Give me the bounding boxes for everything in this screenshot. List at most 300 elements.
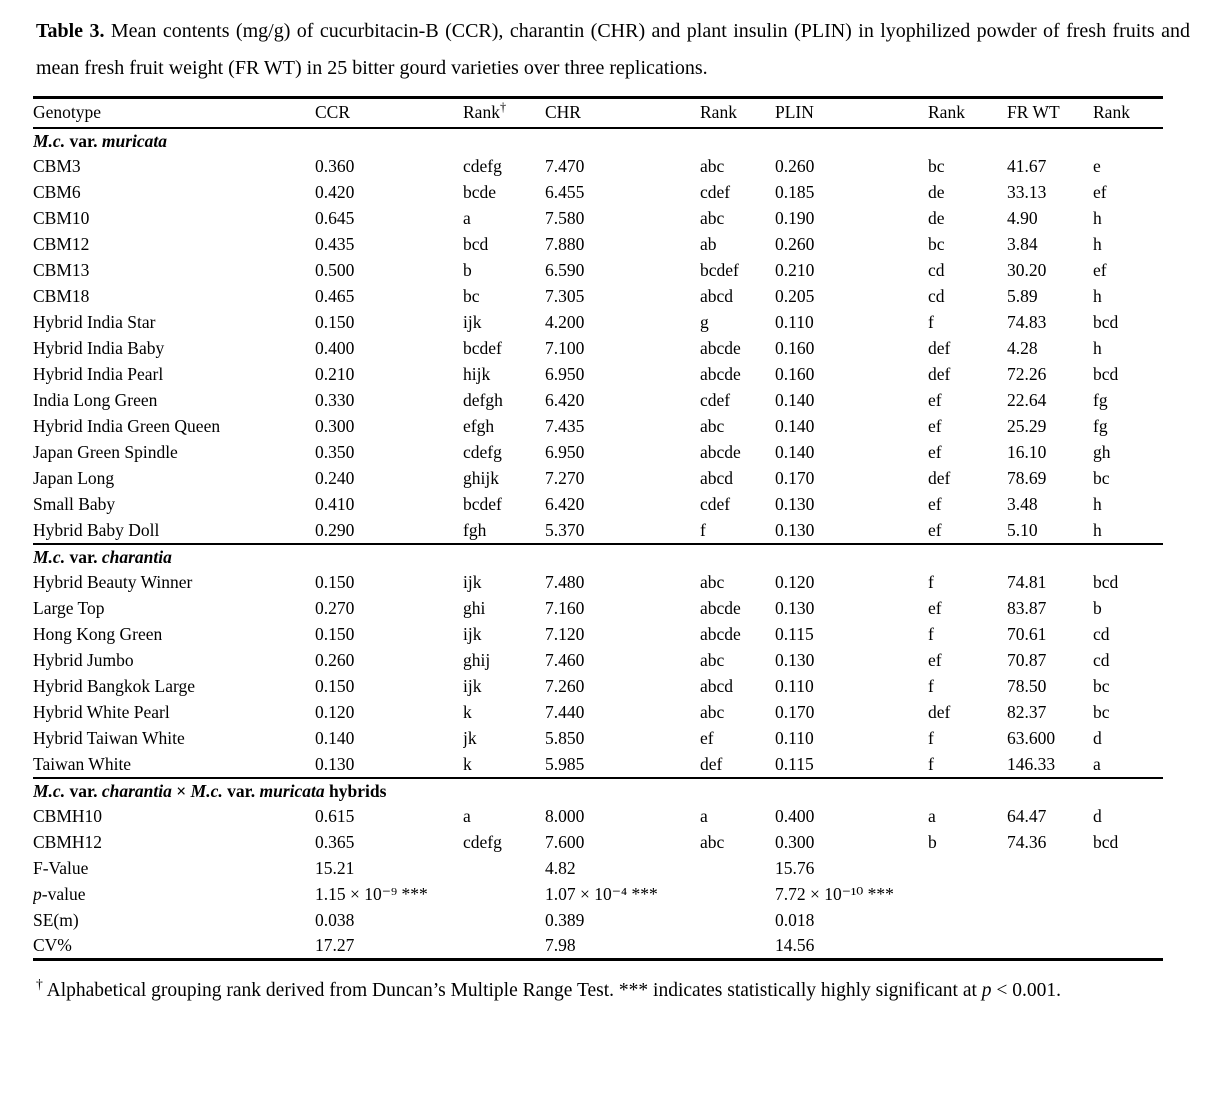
value-cell: 5.10 bbox=[1007, 519, 1038, 540]
stats-value-cell: 4.82 bbox=[545, 858, 576, 878]
genotype-cell: Hong Kong Green bbox=[33, 624, 163, 644]
italic-text: M.c. bbox=[33, 130, 66, 151]
value-cell: 7.270 bbox=[545, 468, 585, 488]
value-cell: 25.29 bbox=[1007, 416, 1047, 436]
value-cell: 5.89 bbox=[1007, 286, 1038, 306]
section-heading-row bbox=[33, 778, 1163, 804]
value-cell: 0.360 bbox=[315, 156, 355, 176]
italic-text: muricata bbox=[259, 780, 325, 801]
stats-value-cell: 7.72 × 10⁻¹⁰ *** bbox=[775, 884, 894, 904]
value-cell: f bbox=[928, 572, 934, 592]
value-cell: 0.290 bbox=[315, 519, 355, 540]
value-cell: 0.400 bbox=[315, 338, 355, 358]
value-cell: 0.150 bbox=[315, 676, 355, 696]
value-cell: b bbox=[1093, 598, 1102, 618]
italic-text: M.c. bbox=[190, 780, 223, 801]
value-cell: ef bbox=[700, 728, 714, 748]
value-cell: 0.170 bbox=[775, 702, 815, 722]
value-cell: bc bbox=[1093, 468, 1110, 488]
column-header-fr-wt-7 bbox=[1007, 98, 1093, 128]
column-header-rank-4 bbox=[700, 98, 775, 128]
value-cell: 63.600 bbox=[1007, 728, 1056, 748]
value-cell: d bbox=[1093, 806, 1102, 826]
value-cell: 4.90 bbox=[1007, 208, 1038, 228]
value-cell: abcde bbox=[700, 338, 741, 358]
genotype-cell: CBM13 bbox=[33, 260, 90, 280]
stats-label-cell bbox=[33, 882, 315, 908]
value-cell: 0.500 bbox=[315, 260, 355, 280]
table-row bbox=[33, 570, 1163, 596]
value-cell: ef bbox=[1093, 182, 1107, 202]
value-cell: 0.140 bbox=[775, 416, 815, 436]
header-row bbox=[33, 98, 1163, 128]
value-cell: 7.470 bbox=[545, 156, 585, 176]
value-cell: f bbox=[700, 519, 706, 540]
table-caption bbox=[36, 13, 1190, 87]
value-cell: cdefg bbox=[463, 832, 502, 852]
value-cell: bcd bbox=[1093, 832, 1119, 852]
table-row bbox=[33, 674, 1163, 700]
table-row bbox=[33, 258, 1163, 284]
value-cell: 3.48 bbox=[1007, 494, 1038, 514]
stats-value-cell: 17.27 bbox=[315, 935, 355, 956]
value-cell: abcde bbox=[700, 624, 741, 644]
value-cell: efgh bbox=[463, 416, 495, 436]
value-cell: a bbox=[463, 806, 471, 826]
value-cell: 7.480 bbox=[545, 572, 585, 592]
value-cell: jk bbox=[463, 728, 477, 748]
value-cell: ijk bbox=[463, 572, 482, 592]
column-header-label: Genotype bbox=[33, 102, 102, 123]
value-cell: a bbox=[463, 208, 471, 228]
column-header-label: Rank bbox=[928, 102, 965, 123]
genotype-cell: Taiwan White bbox=[33, 753, 132, 774]
column-header-rank-6 bbox=[928, 98, 1007, 128]
value-cell: 0.140 bbox=[775, 442, 815, 462]
value-cell: bcd bbox=[1093, 572, 1119, 592]
value-cell: 0.270 bbox=[315, 598, 355, 618]
value-cell: 0.190 bbox=[775, 208, 815, 228]
stats-value-cell bbox=[928, 882, 1007, 908]
value-cell: bc bbox=[463, 286, 480, 306]
value-cell: 41.67 bbox=[1007, 156, 1047, 176]
value-cell: 30.20 bbox=[1007, 260, 1047, 280]
value-cell: 5.985 bbox=[545, 753, 585, 774]
genotype-cell: CBM10 bbox=[33, 208, 90, 228]
value-cell: ghi bbox=[463, 598, 486, 618]
plain-text: -value bbox=[41, 884, 86, 904]
value-cell: gh bbox=[1093, 442, 1111, 462]
footnote-text-end: < 0.001. bbox=[991, 980, 1062, 1001]
value-cell: 0.300 bbox=[315, 416, 355, 436]
genotype-cell: Hybrid India Star bbox=[33, 312, 156, 332]
value-cell: bcdef bbox=[463, 494, 502, 514]
stats-value-cell bbox=[1093, 856, 1163, 882]
value-cell: 0.160 bbox=[775, 338, 815, 358]
value-cell: 6.455 bbox=[545, 182, 585, 202]
table-body bbox=[33, 128, 1163, 960]
stats-value-cell bbox=[1007, 908, 1093, 934]
stats-value-cell bbox=[463, 934, 545, 960]
table-row bbox=[33, 492, 1163, 518]
stats-value-cell bbox=[700, 934, 775, 960]
value-cell: 7.580 bbox=[545, 208, 585, 228]
value-cell: fg bbox=[1093, 416, 1108, 436]
value-cell: 0.185 bbox=[775, 182, 815, 202]
value-cell: bcde bbox=[463, 182, 497, 202]
table-row bbox=[33, 830, 1163, 856]
value-cell: fgh bbox=[463, 519, 487, 540]
stats-value-cell bbox=[463, 856, 545, 882]
value-cell: 0.365 bbox=[315, 832, 355, 852]
value-cell: 3.84 bbox=[1007, 234, 1038, 254]
value-cell: 78.50 bbox=[1007, 676, 1047, 696]
value-cell: 0.420 bbox=[315, 182, 355, 202]
value-cell: bc bbox=[928, 234, 945, 254]
italic-text: M.c. bbox=[33, 546, 66, 567]
genotype-cell: CBM6 bbox=[33, 182, 81, 202]
value-cell: 64.47 bbox=[1007, 806, 1047, 826]
value-cell: ghij bbox=[463, 650, 491, 670]
value-cell: 0.120 bbox=[775, 572, 815, 592]
value-cell: bcd bbox=[1093, 364, 1119, 384]
table-row bbox=[33, 752, 1163, 778]
value-cell: f bbox=[928, 312, 934, 332]
value-cell: 0.465 bbox=[315, 286, 355, 306]
value-cell: ef bbox=[928, 416, 942, 436]
value-cell: 74.83 bbox=[1007, 312, 1047, 332]
genotype-cell: CBMH10 bbox=[33, 806, 103, 826]
value-cell: 7.260 bbox=[545, 676, 585, 696]
genotype-cell: Hybrid Jumbo bbox=[33, 650, 134, 670]
value-cell: 78.69 bbox=[1007, 468, 1047, 488]
value-cell: 72.26 bbox=[1007, 364, 1047, 384]
dagger-superscript: † bbox=[499, 100, 507, 115]
table-row bbox=[33, 440, 1163, 466]
footnote-dagger: † bbox=[36, 976, 43, 992]
value-cell: ef bbox=[928, 494, 942, 514]
genotype-cell: Hybrid Bangkok Large bbox=[33, 676, 196, 696]
stats-value-cell bbox=[928, 908, 1007, 934]
caption-text: Mean contents (mg/g) of cucurbitacin-B (CCR), charantin (CHR) and plant insulin (PLIN) in lyophilized powder of fresh fruits and mean fresh fruit weight (FR WT) in 25 bitter gourd varieties over three replications. bbox=[36, 20, 1190, 79]
value-cell: 0.160 bbox=[775, 364, 815, 384]
plain-text: F-Value bbox=[33, 858, 89, 878]
genotype-cell: CBM12 bbox=[33, 234, 90, 254]
value-cell: 6.420 bbox=[545, 390, 585, 410]
value-cell: ghijk bbox=[463, 468, 499, 488]
italic-text: M.c. bbox=[33, 780, 66, 801]
column-header-label: Rank bbox=[700, 102, 737, 123]
value-cell: defgh bbox=[463, 390, 503, 410]
stats-value-cell: 1.15 × 10⁻⁹ *** bbox=[315, 884, 428, 904]
value-cell: 0.120 bbox=[315, 702, 355, 722]
table-row bbox=[33, 206, 1163, 232]
value-cell: 6.420 bbox=[545, 494, 585, 514]
value-cell: k bbox=[463, 753, 472, 774]
stats-value-cell bbox=[1093, 882, 1163, 908]
genotype-cell: Hybrid India Green Queen bbox=[33, 416, 221, 436]
table-row bbox=[33, 518, 1163, 544]
table-row bbox=[33, 726, 1163, 752]
value-cell: 7.440 bbox=[545, 702, 585, 722]
value-cell: de bbox=[928, 182, 945, 202]
value-cell: cd bbox=[1093, 650, 1110, 670]
value-cell: fg bbox=[1093, 390, 1108, 410]
plain-text: var. bbox=[65, 780, 102, 801]
table-row bbox=[33, 362, 1163, 388]
column-header-rank-8 bbox=[1093, 98, 1163, 128]
value-cell: ijk bbox=[463, 624, 482, 644]
column-header-label: CCR bbox=[315, 102, 351, 123]
stats-value-cell: 0.018 bbox=[775, 910, 815, 930]
value-cell: cdefg bbox=[463, 442, 502, 462]
value-cell: abcde bbox=[700, 364, 741, 384]
value-cell: 7.100 bbox=[545, 338, 585, 358]
value-cell: 70.61 bbox=[1007, 624, 1047, 644]
value-cell: 0.110 bbox=[775, 676, 814, 696]
value-cell: 7.120 bbox=[545, 624, 585, 644]
value-cell: abcd bbox=[700, 286, 734, 306]
genotype-cell: India Long Green bbox=[33, 390, 158, 410]
table-row bbox=[33, 336, 1163, 362]
genotype-cell: Hybrid Beauty Winner bbox=[33, 572, 193, 592]
value-cell: abcde bbox=[700, 442, 741, 462]
value-cell: bcd bbox=[1093, 312, 1119, 332]
value-cell: 0.400 bbox=[775, 806, 815, 826]
value-cell: def bbox=[928, 468, 951, 488]
value-cell: 0.350 bbox=[315, 442, 355, 462]
value-cell: e bbox=[1093, 156, 1101, 176]
value-cell: h bbox=[1093, 494, 1102, 514]
value-cell: g bbox=[700, 312, 709, 332]
value-cell: 0.115 bbox=[775, 624, 814, 644]
genotype-cell: Hybrid Baby Doll bbox=[33, 519, 160, 540]
value-cell: abc bbox=[700, 650, 725, 670]
value-cell: cd bbox=[928, 286, 945, 306]
plain-text: × bbox=[171, 780, 191, 801]
section-heading bbox=[33, 778, 1163, 804]
value-cell: f bbox=[928, 753, 934, 774]
value-cell: 7.460 bbox=[545, 650, 585, 670]
value-cell: 0.150 bbox=[315, 624, 355, 644]
value-cell: 74.81 bbox=[1007, 572, 1047, 592]
genotype-cell: CBMH12 bbox=[33, 832, 103, 852]
value-cell: 0.130 bbox=[775, 650, 815, 670]
table-row bbox=[33, 648, 1163, 674]
value-cell: b bbox=[928, 832, 937, 852]
value-cell: 0.210 bbox=[775, 260, 815, 280]
table-row bbox=[33, 388, 1163, 414]
value-cell: ef bbox=[928, 519, 942, 540]
stats-value-cell bbox=[928, 934, 1007, 960]
stats-value-cell: 7.98 bbox=[545, 935, 576, 956]
value-cell: 7.880 bbox=[545, 234, 585, 254]
value-cell: f bbox=[928, 676, 934, 696]
caption-label: Table 3. bbox=[36, 20, 105, 42]
value-cell: 83.87 bbox=[1007, 598, 1047, 618]
value-cell: 0.300 bbox=[775, 832, 815, 852]
value-cell: 74.36 bbox=[1007, 832, 1047, 852]
value-cell: 0.130 bbox=[775, 494, 815, 514]
value-cell: 7.305 bbox=[545, 286, 585, 306]
value-cell: 5.370 bbox=[545, 519, 585, 540]
stats-value-cell bbox=[463, 908, 545, 934]
value-cell: def bbox=[928, 702, 951, 722]
value-cell: a bbox=[700, 806, 708, 826]
value-cell: 0.240 bbox=[315, 468, 355, 488]
value-cell: a bbox=[928, 806, 936, 826]
genotype-cell: CBM3 bbox=[33, 156, 81, 176]
plain-text: var. bbox=[65, 546, 102, 567]
stats-value-cell bbox=[928, 856, 1007, 882]
value-cell: ef bbox=[928, 442, 942, 462]
value-cell: bcdef bbox=[463, 338, 502, 358]
value-cell: 0.210 bbox=[315, 364, 355, 384]
value-cell: bc bbox=[1093, 702, 1110, 722]
genotype-cell: CBM18 bbox=[33, 286, 90, 306]
value-cell: abc bbox=[700, 208, 725, 228]
stats-row bbox=[33, 882, 1163, 908]
value-cell: 0.110 bbox=[775, 312, 814, 332]
column-header-chr-3 bbox=[545, 98, 700, 128]
value-cell: 0.130 bbox=[775, 519, 815, 540]
genotype-cell: Hybrid Taiwan White bbox=[33, 728, 185, 748]
stats-value-cell bbox=[1007, 934, 1093, 960]
value-cell: ijk bbox=[463, 676, 482, 696]
value-cell: ijk bbox=[463, 312, 482, 332]
stats-value-cell: 15.21 bbox=[315, 858, 355, 878]
table-row bbox=[33, 180, 1163, 206]
stats-value-cell: 15.76 bbox=[775, 858, 815, 878]
value-cell: ef bbox=[928, 598, 942, 618]
value-cell: 0.150 bbox=[315, 572, 355, 592]
value-cell: k bbox=[463, 702, 472, 722]
value-cell: 4.28 bbox=[1007, 338, 1038, 358]
value-cell: ef bbox=[1093, 260, 1107, 280]
value-cell: 7.160 bbox=[545, 598, 585, 618]
section-heading bbox=[33, 128, 1163, 154]
table-row bbox=[33, 700, 1163, 726]
stats-row bbox=[33, 908, 1163, 934]
plain-text: CV% bbox=[33, 935, 72, 956]
table-row bbox=[33, 804, 1163, 830]
plain-text: var. bbox=[222, 780, 260, 801]
section-heading-row bbox=[33, 544, 1163, 570]
section-heading bbox=[33, 544, 1163, 570]
value-cell: f bbox=[928, 624, 934, 644]
value-cell: abc bbox=[700, 702, 725, 722]
value-cell: 7.600 bbox=[545, 832, 585, 852]
column-header-label: PLIN bbox=[775, 102, 814, 123]
table-header bbox=[33, 98, 1163, 128]
value-cell: 0.410 bbox=[315, 494, 355, 514]
stats-value-cell: 14.56 bbox=[775, 935, 815, 956]
value-cell: 0.260 bbox=[775, 234, 815, 254]
section-heading-row bbox=[33, 128, 1163, 154]
column-header-label: CHR bbox=[545, 102, 581, 123]
plain-text: hybrids bbox=[324, 780, 387, 801]
value-cell: 6.590 bbox=[545, 260, 585, 280]
stats-label-cell bbox=[33, 934, 315, 960]
value-cell: 4.200 bbox=[545, 312, 585, 332]
value-cell: cdef bbox=[700, 390, 731, 410]
value-cell: 6.950 bbox=[545, 364, 585, 384]
value-cell: def bbox=[928, 364, 951, 384]
table-row bbox=[33, 154, 1163, 180]
value-cell: hijk bbox=[463, 364, 491, 384]
value-cell: 146.33 bbox=[1007, 753, 1056, 774]
value-cell: 0.115 bbox=[775, 753, 814, 774]
value-cell: b bbox=[463, 260, 472, 280]
value-cell: 0.615 bbox=[315, 806, 355, 826]
genotype-cell: Hybrid India Baby bbox=[33, 338, 165, 358]
stats-label-cell bbox=[33, 908, 315, 934]
stats-value-cell: 0.038 bbox=[315, 910, 355, 930]
value-cell: cd bbox=[1093, 624, 1110, 644]
value-cell: 0.110 bbox=[775, 728, 814, 748]
value-cell: abcde bbox=[700, 598, 741, 618]
value-cell: abcd bbox=[700, 468, 734, 488]
column-header-ccr-1 bbox=[315, 98, 463, 128]
plain-text: var. bbox=[65, 130, 102, 151]
value-cell: 8.000 bbox=[545, 806, 585, 826]
value-cell: 0.130 bbox=[775, 598, 815, 618]
value-cell: 0.205 bbox=[775, 286, 815, 306]
genotype-cell: Japan Long bbox=[33, 468, 115, 488]
value-cell: abcd bbox=[700, 676, 734, 696]
results-table bbox=[33, 96, 1163, 961]
stats-value-cell bbox=[1093, 934, 1163, 960]
value-cell: cdef bbox=[700, 494, 731, 514]
stats-value-cell bbox=[700, 908, 775, 934]
value-cell: 0.130 bbox=[315, 753, 355, 774]
genotype-cell: Japan Green Spindle bbox=[33, 442, 178, 462]
value-cell: 5.850 bbox=[545, 728, 585, 748]
value-cell: def bbox=[700, 753, 723, 774]
value-cell: 0.170 bbox=[775, 468, 815, 488]
column-header-genotype-0 bbox=[33, 98, 315, 128]
value-cell: a bbox=[1093, 753, 1101, 774]
table-row bbox=[33, 622, 1163, 648]
stats-value-cell bbox=[1093, 908, 1163, 934]
value-cell: cdef bbox=[700, 182, 731, 202]
value-cell: 22.64 bbox=[1007, 390, 1047, 410]
value-cell: 0.140 bbox=[775, 390, 815, 410]
value-cell: def bbox=[928, 338, 951, 358]
value-cell: h bbox=[1093, 234, 1102, 254]
value-cell: 7.435 bbox=[545, 416, 585, 436]
value-cell: 0.150 bbox=[315, 312, 355, 332]
value-cell: abc bbox=[700, 416, 725, 436]
value-cell: bc bbox=[1093, 676, 1110, 696]
table-row bbox=[33, 596, 1163, 622]
value-cell: d bbox=[1093, 728, 1102, 748]
table-row bbox=[33, 414, 1163, 440]
genotype-cell: Small Baby bbox=[33, 494, 116, 514]
value-cell: 82.37 bbox=[1007, 702, 1047, 722]
value-cell: bc bbox=[928, 156, 945, 176]
value-cell: bcdef bbox=[700, 260, 739, 280]
footnote bbox=[36, 972, 1190, 1009]
column-header-label: Rank bbox=[463, 102, 500, 123]
plain-text: SE(m) bbox=[33, 910, 79, 930]
value-cell: h bbox=[1093, 519, 1102, 540]
stats-value-cell bbox=[463, 882, 545, 908]
italic-text: charantia bbox=[101, 780, 172, 801]
italic-text: p bbox=[33, 884, 42, 904]
genotype-cell: Hybrid India Pearl bbox=[33, 364, 164, 384]
stats-label-cell bbox=[33, 856, 315, 882]
